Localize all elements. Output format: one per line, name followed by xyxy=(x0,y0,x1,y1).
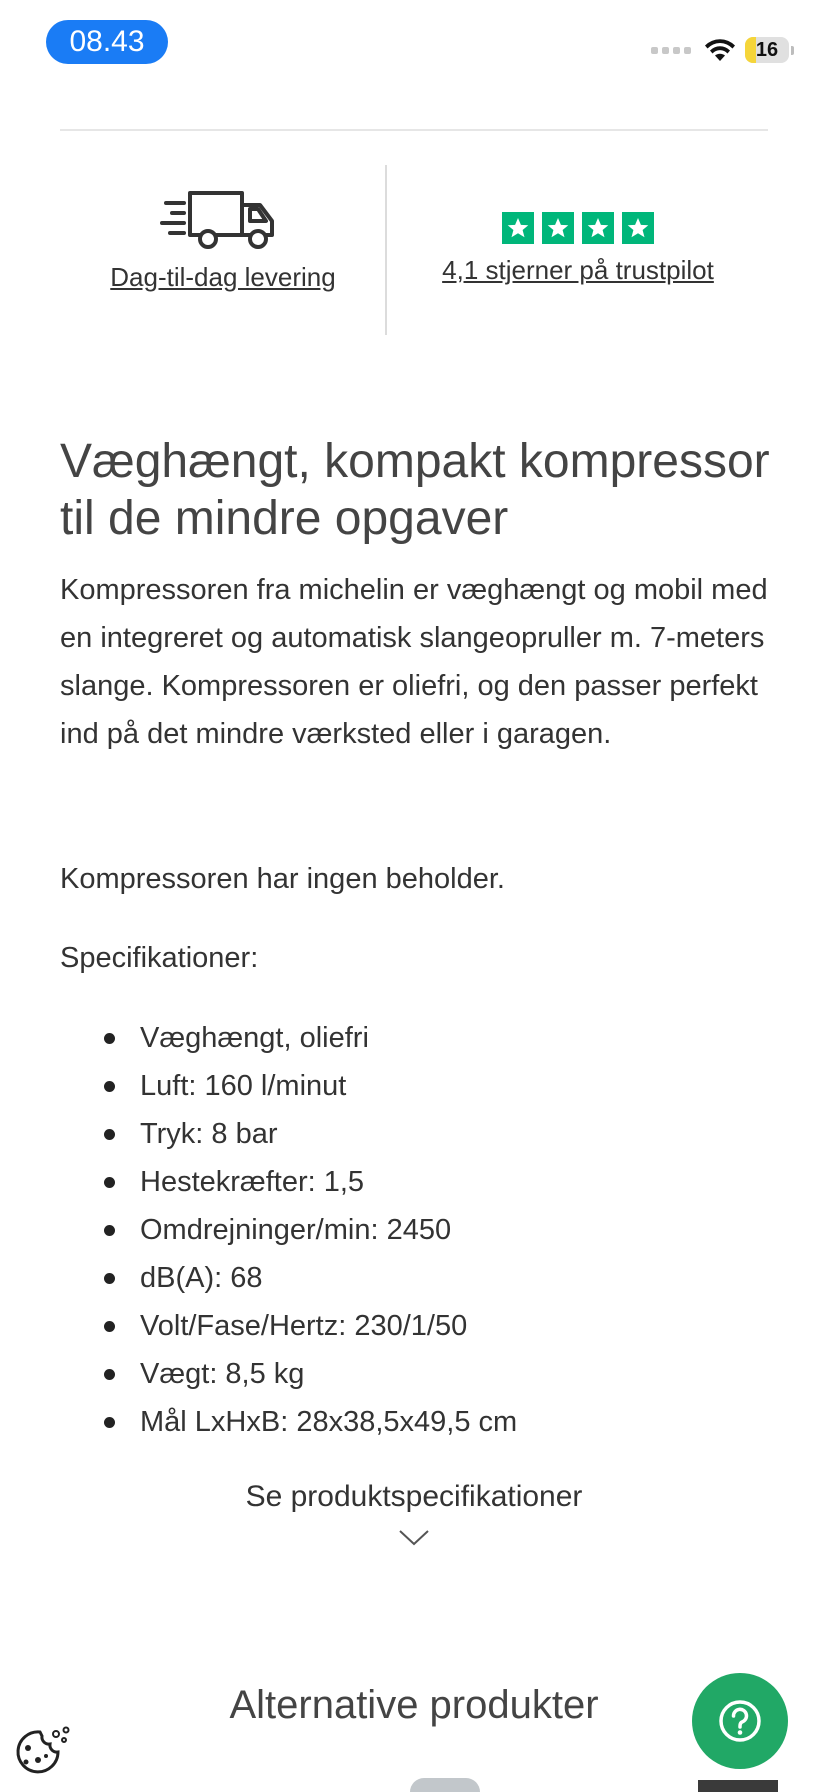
product-card-preview[interactable] xyxy=(698,1780,778,1792)
spec-item: Vægt: 8,5 kg xyxy=(60,1350,517,1398)
trustpilot-stars xyxy=(388,212,768,244)
spec-item: Hestekræfter: 1,5 xyxy=(60,1158,517,1206)
wifi-icon xyxy=(703,37,737,63)
chevron-down-icon[interactable] xyxy=(398,1529,430,1547)
star-icon xyxy=(502,212,534,244)
cellular-signal-icon xyxy=(651,47,691,54)
spec-item: Væghængt, oliefri xyxy=(60,1014,517,1062)
delivery-truck-icon xyxy=(158,183,288,253)
alternative-products-title: Alternative produkter xyxy=(229,1683,599,1727)
star-icon xyxy=(622,212,654,244)
question-icon xyxy=(717,1698,763,1744)
cookie-icon[interactable] xyxy=(12,1724,72,1780)
usp-features xyxy=(60,165,768,335)
delivery-link[interactable]: Dag-til-dag levering xyxy=(110,262,336,292)
product-note: Kompressoren har ingen beholder. xyxy=(60,863,505,895)
status-icons xyxy=(651,36,794,64)
spec-item: Volt/Fase/Hertz: 230/1/50 xyxy=(60,1302,517,1350)
spec-list xyxy=(60,1014,517,1446)
help-button[interactable] xyxy=(692,1673,788,1769)
trustpilot-feature[interactable] xyxy=(388,165,768,335)
spec-item: Tryk: 8 bar xyxy=(60,1110,517,1158)
battery-cap xyxy=(791,46,794,55)
spec-item: Omdrejninger/min: 2450 xyxy=(60,1206,517,1254)
trustpilot-link[interactable]: 4,1 stjerner på trustpilot xyxy=(442,255,714,285)
status-time: 08.43 xyxy=(46,20,168,64)
product-description-title: Væghængt, kompakt kompressor til de mindre opgaver xyxy=(60,435,770,545)
feature-divider xyxy=(385,165,387,335)
battery-level: 16 xyxy=(755,39,779,61)
spec-heading: Specifikationer: xyxy=(60,942,259,974)
star-icon xyxy=(582,212,614,244)
product-description: Kompressoren fra michelin er væghængt og mobil med en integreret og automatisk slangeopruller m. 7-meters slange. Kompressoren er oliefri, og den passer perfekt ind på det mindre værksted eller i garagen. xyxy=(60,574,768,750)
star-icon xyxy=(542,212,574,244)
spec-item: Mål LxHxB: 28x38,5x49,5 cm xyxy=(60,1398,517,1446)
battery-icon xyxy=(745,37,789,63)
top-divider xyxy=(60,129,768,131)
spec-item: Luft: 160 l/minut xyxy=(60,1062,517,1110)
see-specs-button[interactable]: Se produktspecifikationer xyxy=(245,1480,583,1513)
delivery-feature[interactable] xyxy=(60,165,386,335)
spec-item: dB(A): 68 xyxy=(60,1254,517,1302)
product-image-preview[interactable] xyxy=(410,1778,480,1792)
